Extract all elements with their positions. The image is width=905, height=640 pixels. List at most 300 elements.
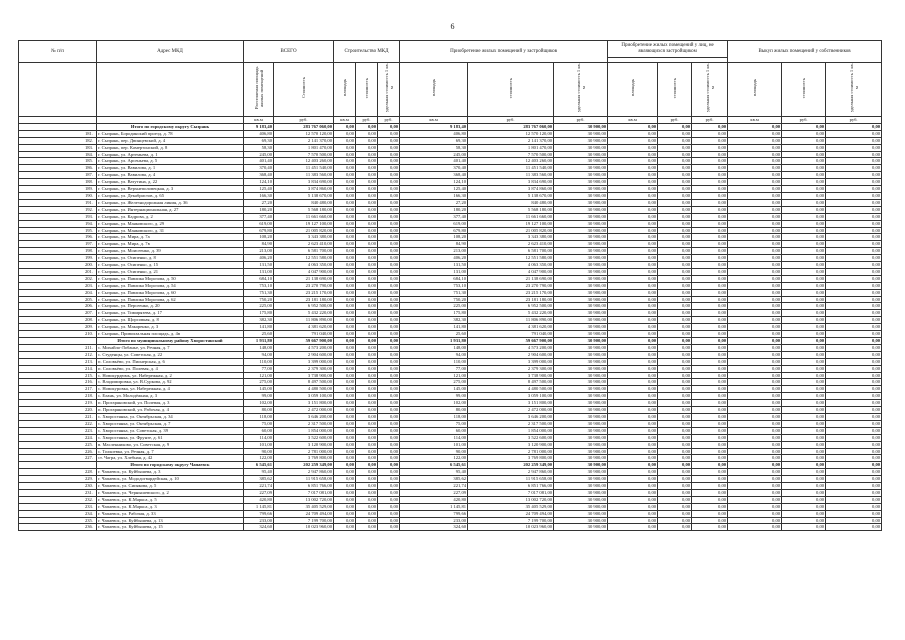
unit-label: кв.м <box>334 117 356 124</box>
total-cost: 2 317 500,00 <box>274 420 334 427</box>
row-address: г. Сызрань, Бородинский проезд, д. 78 <box>97 130 244 137</box>
construction-value: 0,00 <box>356 206 378 213</box>
other-value: 0,00 <box>782 213 826 220</box>
developer-cost: 791 040,00 <box>468 331 554 338</box>
row-number: 213. <box>19 358 97 365</box>
other-value: 0,00 <box>692 262 728 269</box>
total-area: 799,66 <box>244 510 274 517</box>
table-row <box>19 372 882 379</box>
other-value: 0,00 <box>782 427 826 434</box>
developer-unit-cost: 30 900,00 <box>554 379 608 386</box>
other-value: 0,00 <box>608 517 658 524</box>
row-number: 189. <box>19 186 97 193</box>
subheader-g1-0 <box>400 63 468 117</box>
table-row <box>19 379 882 386</box>
subheader-label: удельная стоимость 1 кв. м <box>848 63 859 113</box>
subheader-label: Стоимость <box>301 77 306 99</box>
other-value: 0,00 <box>782 455 826 462</box>
other-value: 0,00 <box>692 199 728 206</box>
row-address: г. Сызрань, Привокзальная площадь, д. 4в <box>97 331 244 338</box>
construction-value: 0,00 <box>378 289 400 296</box>
total-cost: 4 063 350,00 <box>274 262 334 269</box>
construction-value: 0,00 <box>356 441 378 448</box>
other-value: 0,00 <box>608 393 658 400</box>
developer-unit-cost: 30 900,00 <box>554 331 608 338</box>
row-number: 182. <box>19 137 97 144</box>
row-number: 223. <box>19 427 97 434</box>
other-value: 0,00 <box>728 324 782 331</box>
construction-value: 0,00 <box>356 331 378 338</box>
other-value: 0,00 <box>658 372 692 379</box>
total-cost: 11 806 890,00 <box>274 317 334 324</box>
developer-cost: 23 181 180,00 <box>468 296 554 303</box>
other-value: 0,00 <box>608 365 658 372</box>
unit-label: руб. <box>658 117 692 124</box>
row-address: в. Масленниково, ул. Советская, д. 9 <box>97 441 244 448</box>
table-row <box>19 165 882 172</box>
construction-value: 0,00 <box>356 317 378 324</box>
other-value: 0,00 <box>692 268 728 275</box>
other-value: 0,00 <box>658 241 692 248</box>
row-address: п. Прогаряновский, ул. Рабочая, д. 4 <box>97 407 244 414</box>
other-value: 0,00 <box>692 296 728 303</box>
total-cost: 19 127 100,00 <box>274 220 334 227</box>
total-area: 225,00 <box>244 303 274 310</box>
other-value: 0,00 <box>608 192 658 199</box>
developer-unit-cost: 30 900,00 <box>554 172 608 179</box>
developer-unit-cost: 30 900,00 <box>554 517 608 524</box>
row-number: 193. <box>19 213 97 220</box>
construction-value: 0,00 <box>334 234 356 241</box>
other-value: 0,00 <box>608 420 658 427</box>
other-value: 0,00 <box>782 338 826 345</box>
other-value: 0,00 <box>658 338 692 345</box>
other-value: 0,00 <box>826 172 882 179</box>
other-value: 0,00 <box>658 462 692 469</box>
row-address: г. Сызрань, ул. Павлика Морозова, д. 50 <box>97 275 244 282</box>
other-value: 0,00 <box>608 310 658 317</box>
row-number: 187. <box>19 172 97 179</box>
other-value: 0,00 <box>782 386 826 393</box>
table-row <box>19 489 882 496</box>
other-value: 0,00 <box>692 179 728 186</box>
other-value: 0,00 <box>608 496 658 503</box>
row-number: 230. <box>19 483 97 490</box>
other-value: 0,00 <box>728 296 782 303</box>
other-value: 0,00 <box>692 393 728 400</box>
construction-value: 0,00 <box>356 338 378 345</box>
construction-value: 0,00 <box>356 220 378 227</box>
row-address: п. Соловьёво, ул. Полевая, д. 4 <box>97 365 244 372</box>
developer-unit-cost: 30 900,00 <box>554 324 608 331</box>
row-number: 206. <box>19 303 97 310</box>
total-area: 6 545,61 <box>244 462 274 469</box>
developer-cost: 12 570 120,00 <box>468 130 554 137</box>
other-value: 0,00 <box>826 344 882 351</box>
construction-value: 0,00 <box>334 379 356 386</box>
other-value: 0,00 <box>692 517 728 524</box>
other-value: 0,00 <box>728 241 782 248</box>
other-value: 0,00 <box>692 427 728 434</box>
construction-value: 0,00 <box>356 400 378 407</box>
total-cost: 35 405 529,00 <box>274 503 334 510</box>
other-value: 0,00 <box>728 192 782 199</box>
total-cost: 5 138 670,00 <box>274 192 334 199</box>
other-value: 0,00 <box>728 393 782 400</box>
other-value: 0,00 <box>826 407 882 414</box>
construction-value: 0,00 <box>334 476 356 483</box>
construction-value: 0,00 <box>334 393 356 400</box>
total-cost: 3 738 900,00 <box>274 372 334 379</box>
developer-unit-cost: 30 900,00 <box>554 275 608 282</box>
other-value: 0,00 <box>728 282 782 289</box>
other-value: 0,00 <box>728 517 782 524</box>
developer-area: 58,30 <box>400 144 468 151</box>
header-address: Адрес МКД <box>97 41 244 63</box>
construction-value: 0,00 <box>378 427 400 434</box>
row-number: 181. <box>19 130 97 137</box>
table-row <box>19 510 882 517</box>
developer-cost: 7 570 500,00 <box>468 151 554 158</box>
construction-value: 0,00 <box>378 365 400 372</box>
row-address: с. Толкоевка, ул. Речная, д. 7 <box>97 448 244 455</box>
row-number: 229. <box>19 476 97 483</box>
other-value: 0,00 <box>782 289 826 296</box>
row-address: г. Чапаевск, ул. Куйбышева, д. 15 <box>97 524 244 531</box>
developer-area: 377,40 <box>400 213 468 220</box>
other-value: 0,00 <box>608 510 658 517</box>
developer-unit-cost: 30 900,00 <box>554 524 608 531</box>
total-area: 94,00 <box>244 351 274 358</box>
construction-value: 0,00 <box>356 489 378 496</box>
other-value: 0,00 <box>658 192 692 199</box>
developer-cost: 10 023 960,00 <box>468 524 554 531</box>
developer-unit-cost: 30 900,00 <box>554 427 608 434</box>
table-row <box>19 241 882 248</box>
construction-value: 0,00 <box>334 510 356 517</box>
total-area: 108,20 <box>244 234 274 241</box>
total-area: 124,10 <box>244 179 274 186</box>
total-cost: 2 379 300,00 <box>274 365 334 372</box>
developer-area: 175,80 <box>400 310 468 317</box>
other-value: 0,00 <box>782 234 826 241</box>
table-row <box>19 179 882 186</box>
other-value: 0,00 <box>826 206 882 213</box>
other-value: 0,00 <box>692 379 728 386</box>
developer-cost: 2 472 000,00 <box>468 407 554 414</box>
developer-area: 102,00 <box>400 400 468 407</box>
other-value: 0,00 <box>782 489 826 496</box>
other-value: 0,00 <box>728 469 782 476</box>
total-cost: 11 661 660,00 <box>274 213 334 220</box>
developer-unit-cost: 30 900,00 <box>554 469 608 476</box>
other-value: 0,00 <box>826 393 882 400</box>
other-value: 0,00 <box>692 400 728 407</box>
other-value: 0,00 <box>782 503 826 510</box>
other-value: 0,00 <box>608 483 658 490</box>
row-address: ст. Чагра, ул. Хлебная, д. 42 <box>97 455 244 462</box>
total-cost: 2 781 000,00 <box>274 448 334 455</box>
table-row <box>19 496 882 503</box>
other-value: 0,00 <box>608 199 658 206</box>
construction-value: 0,00 <box>334 137 356 144</box>
other-value: 0,00 <box>658 407 692 414</box>
row-address: г. Сызрань, ул. Ватутина, д. 22 <box>97 179 244 186</box>
other-value: 0,00 <box>608 248 658 255</box>
construction-value: 0,00 <box>356 213 378 220</box>
other-value: 0,00 <box>826 420 882 427</box>
developer-area: 80,00 <box>400 407 468 414</box>
row-number: 190. <box>19 192 97 199</box>
table-row <box>19 524 882 531</box>
other-value: 0,00 <box>782 199 826 206</box>
other-value: 0,00 <box>658 434 692 441</box>
other-value: 0,00 <box>826 296 882 303</box>
other-value: 0,00 <box>692 165 728 172</box>
developer-unit-cost: 30 900,00 <box>554 262 608 269</box>
developer-area: 118,00 <box>400 413 468 420</box>
construction-value: 0,00 <box>334 199 356 206</box>
construction-value: 0,00 <box>378 234 400 241</box>
total-area: 145,00 <box>244 386 274 393</box>
other-value: 0,00 <box>782 227 826 234</box>
other-value: 0,00 <box>826 476 882 483</box>
developer-cost: 283 767 060,00 <box>468 123 554 130</box>
row-number: 210. <box>19 331 97 338</box>
other-value: 0,00 <box>782 165 826 172</box>
construction-value: 0,00 <box>356 227 378 234</box>
table-row <box>19 400 882 407</box>
other-value: 0,00 <box>728 130 782 137</box>
total-cost: 6 952 500,00 <box>274 303 334 310</box>
construction-value: 0,00 <box>334 317 356 324</box>
other-value: 0,00 <box>658 379 692 386</box>
total-area: 121,00 <box>244 372 274 379</box>
developer-cost: 4 480 500,00 <box>468 386 554 393</box>
total-cost: 2 141 370,00 <box>274 137 334 144</box>
construction-value: 0,00 <box>378 296 400 303</box>
construction-value: 0,00 <box>378 248 400 255</box>
developer-area: 25,60 <box>400 331 468 338</box>
other-value: 0,00 <box>782 123 826 130</box>
developer-area: 101,00 <box>400 441 468 448</box>
total-cost: 3 343 380,00 <box>274 234 334 241</box>
developer-area: 6 545,61 <box>400 462 468 469</box>
developer-area: 124,10 <box>400 179 468 186</box>
other-value: 0,00 <box>782 144 826 151</box>
construction-value: 0,00 <box>334 220 356 227</box>
construction-value: 0,00 <box>334 344 356 351</box>
other-value: 0,00 <box>692 186 728 193</box>
developer-area: 180,20 <box>400 206 468 213</box>
row-address: г. Чапаевск, ул. Сипякова, д. 5 <box>97 483 244 490</box>
construction-value: 0,00 <box>334 351 356 358</box>
other-value: 0,00 <box>782 476 826 483</box>
row-address: с. Хворостянка, ул. Советская, д. 39 <box>97 427 244 434</box>
row-number: 227. <box>19 455 97 462</box>
other-value: 0,00 <box>608 400 658 407</box>
construction-value: 0,00 <box>356 255 378 262</box>
row-address: Итого по городскому округу Сызрань <box>97 123 244 130</box>
developer-cost: 19 127 100,00 <box>468 220 554 227</box>
other-value: 0,00 <box>658 303 692 310</box>
other-value: 0,00 <box>728 317 782 324</box>
subheader-total-0 <box>244 63 274 117</box>
construction-value: 0,00 <box>334 420 356 427</box>
developer-area: 406,80 <box>400 130 468 137</box>
total-cost: 59 667 900,00 <box>274 338 334 345</box>
developer-cost: 2 379 300,00 <box>468 365 554 372</box>
other-value: 0,00 <box>826 496 882 503</box>
other-value: 0,00 <box>782 151 826 158</box>
other-value: 0,00 <box>826 524 882 531</box>
construction-value: 0,00 <box>356 455 378 462</box>
table-row <box>19 434 882 441</box>
other-value: 0,00 <box>692 448 728 455</box>
other-value: 0,00 <box>728 137 782 144</box>
other-value: 0,00 <box>782 158 826 165</box>
row-address: с. Новокурдюмь, ул. Набережная, д. 2 <box>97 372 244 379</box>
developer-cost: 2 904 600,00 <box>468 351 554 358</box>
other-value: 0,00 <box>658 344 692 351</box>
other-value: 0,00 <box>658 413 692 420</box>
developer-area: 69,30 <box>400 137 468 144</box>
other-value: 0,00 <box>782 296 826 303</box>
developer-cost: 11 661 660,00 <box>468 213 554 220</box>
construction-value: 0,00 <box>356 517 378 524</box>
subheader-label: площадь <box>431 79 437 97</box>
total-cost: 5 568 180,00 <box>274 206 334 213</box>
total-cost: 12 570 120,00 <box>274 130 334 137</box>
other-value: 0,00 <box>782 130 826 137</box>
developer-cost: 3 769 800,00 <box>468 455 554 462</box>
construction-value: 0,00 <box>356 413 378 420</box>
other-value: 0,00 <box>826 331 882 338</box>
other-value: 0,00 <box>608 413 658 420</box>
construction-value: 0,00 <box>378 179 400 186</box>
other-value: 0,00 <box>608 206 658 213</box>
other-value: 0,00 <box>692 483 728 490</box>
row-address: г. Сызрань, ул. Осипенко, д. 8 <box>97 255 244 262</box>
other-value: 0,00 <box>658 255 692 262</box>
other-value: 0,00 <box>658 248 692 255</box>
construction-value: 0,00 <box>378 483 400 490</box>
other-value: 0,00 <box>658 503 692 510</box>
row-number: 207. <box>19 310 97 317</box>
row-number: 195. <box>19 227 97 234</box>
developer-unit-cost: 30 900,00 <box>554 123 608 130</box>
other-value: 0,00 <box>826 372 882 379</box>
unit-label: руб. <box>826 117 882 124</box>
other-value: 0,00 <box>782 324 826 331</box>
construction-value: 0,00 <box>378 172 400 179</box>
total-area: 370,40 <box>244 165 274 172</box>
developer-unit-cost: 30 900,00 <box>554 351 608 358</box>
total-area: 619,00 <box>244 220 274 227</box>
developer-area: 121,00 <box>400 372 468 379</box>
construction-value: 0,00 <box>334 489 356 496</box>
construction-value: 0,00 <box>334 241 356 248</box>
other-value: 0,00 <box>608 151 658 158</box>
developer-area: 324,60 <box>400 524 468 531</box>
other-value: 0,00 <box>826 413 882 420</box>
total-cost: 11 451 540,00 <box>274 165 334 172</box>
table-row <box>19 427 882 434</box>
total-area: 377,40 <box>244 213 274 220</box>
other-value: 0,00 <box>658 186 692 193</box>
construction-value: 0,00 <box>334 213 356 220</box>
header-spacer <box>19 63 97 117</box>
other-value: 0,00 <box>782 393 826 400</box>
total-cost: 23 215 170,00 <box>274 289 334 296</box>
total-area: 420,80 <box>244 496 274 503</box>
subheader-g3-0 <box>728 63 782 117</box>
developer-area: 245,00 <box>400 151 468 158</box>
other-value: 0,00 <box>658 400 692 407</box>
other-value: 0,00 <box>826 427 882 434</box>
other-value: 0,00 <box>782 268 826 275</box>
developer-cost: 11 383 560,00 <box>468 172 554 179</box>
row-number: 236. <box>19 524 97 531</box>
developer-unit-cost: 30 900,00 <box>554 434 608 441</box>
other-value: 0,00 <box>692 317 728 324</box>
other-value: 0,00 <box>608 268 658 275</box>
other-value: 0,00 <box>728 289 782 296</box>
other-value: 0,00 <box>658 179 692 186</box>
developer-area: 148,00 <box>400 344 468 351</box>
construction-value: 0,00 <box>378 393 400 400</box>
developer-cost: 5 568 180,00 <box>468 206 554 213</box>
developer-cost: 6 851 766,00 <box>468 483 554 490</box>
total-cost: 21 005 820,00 <box>274 227 334 234</box>
construction-value: 0,00 <box>356 434 378 441</box>
other-value: 0,00 <box>826 365 882 372</box>
developer-area: 9 183,40 <box>400 123 468 130</box>
other-value: 0,00 <box>608 275 658 282</box>
developer-cost: 7 199 700,00 <box>468 517 554 524</box>
other-value: 0,00 <box>728 303 782 310</box>
other-value: 0,00 <box>728 234 782 241</box>
construction-value: 0,00 <box>356 137 378 144</box>
row-number: 224. <box>19 434 97 441</box>
other-value: 0,00 <box>692 503 728 510</box>
other-value: 0,00 <box>608 324 658 331</box>
other-value: 0,00 <box>826 489 882 496</box>
developer-unit-cost: 30 900,00 <box>554 462 608 469</box>
table-row <box>19 234 882 241</box>
construction-value: 0,00 <box>378 151 400 158</box>
row-address: г. Сызрань, ул. Маяковского, д. 29 <box>97 220 244 227</box>
table-row <box>19 282 882 289</box>
total-area: 75,00 <box>244 420 274 427</box>
other-value: 0,00 <box>692 144 728 151</box>
other-value: 0,00 <box>658 262 692 269</box>
construction-value: 0,00 <box>378 227 400 234</box>
table-row <box>19 324 882 331</box>
construction-value: 0,00 <box>356 386 378 393</box>
row-address: г. Сызрань, ул. Персеенко, д. 20 <box>97 303 244 310</box>
developer-area: 27,20 <box>400 199 468 206</box>
other-value: 0,00 <box>728 455 782 462</box>
other-value: 0,00 <box>658 213 692 220</box>
other-value: 0,00 <box>658 206 692 213</box>
construction-value: 0,00 <box>356 524 378 531</box>
other-value: 0,00 <box>728 275 782 282</box>
other-value: 0,00 <box>692 441 728 448</box>
total-area: 213,00 <box>244 248 274 255</box>
developer-cost: 13 002 720,00 <box>468 496 554 503</box>
other-value: 0,00 <box>826 227 882 234</box>
